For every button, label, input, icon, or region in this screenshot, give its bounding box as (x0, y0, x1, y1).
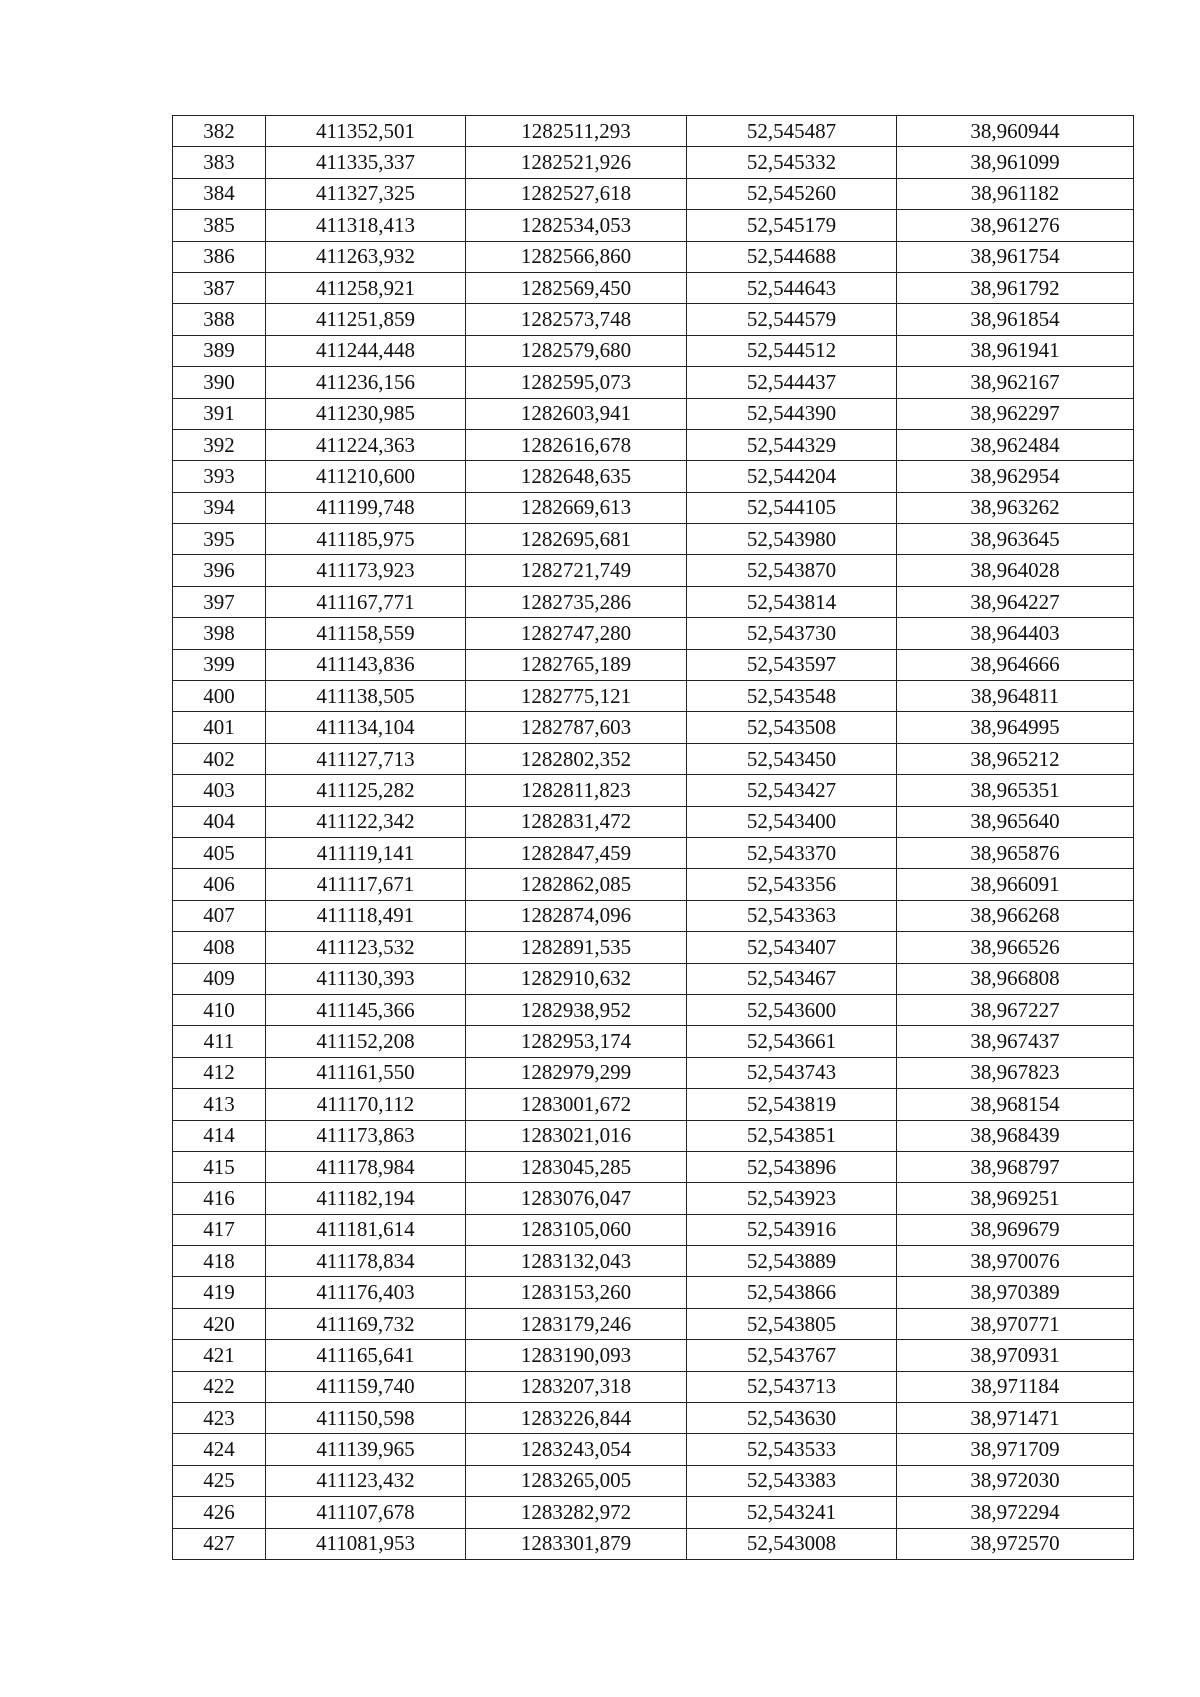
latitude-cell: 52,543597 (687, 649, 897, 680)
y-coordinate-cell: 1283282,972 (466, 1497, 687, 1528)
y-coordinate-cell: 1282695,681 (466, 524, 687, 555)
x-coordinate-cell: 411236,156 (266, 367, 466, 398)
table-row (173, 681, 1134, 712)
x-coordinate-cell: 411199,748 (266, 492, 466, 523)
longitude-cell: 38,964811 (897, 681, 1134, 712)
y-coordinate-cell: 1283265,005 (466, 1465, 687, 1496)
point-number-cell: 408 (173, 932, 266, 963)
table-row (173, 524, 1134, 555)
x-coordinate-cell: 411185,975 (266, 524, 466, 555)
x-coordinate-cell: 411178,834 (266, 1246, 466, 1277)
latitude-cell: 52,543450 (687, 743, 897, 774)
x-coordinate-cell: 411169,732 (266, 1308, 466, 1339)
longitude-cell: 38,961792 (897, 272, 1134, 303)
longitude-cell: 38,965640 (897, 806, 1134, 837)
table-row (173, 1214, 1134, 1245)
y-coordinate-cell: 1283190,093 (466, 1340, 687, 1371)
longitude-cell: 38,966091 (897, 869, 1134, 900)
coordinate-table (172, 115, 1134, 1560)
x-coordinate-cell: 411244,448 (266, 335, 466, 366)
latitude-cell: 52,543923 (687, 1183, 897, 1214)
longitude-cell: 38,962484 (897, 429, 1134, 460)
point-number-cell: 409 (173, 963, 266, 994)
longitude-cell: 38,968154 (897, 1089, 1134, 1120)
longitude-cell: 38,965212 (897, 743, 1134, 774)
latitude-cell: 52,544390 (687, 398, 897, 429)
x-coordinate-cell: 411327,325 (266, 178, 466, 209)
y-coordinate-cell: 1282616,678 (466, 429, 687, 460)
longitude-cell: 38,969679 (897, 1214, 1134, 1245)
longitude-cell: 38,970389 (897, 1277, 1134, 1308)
y-coordinate-cell: 1282775,121 (466, 681, 687, 712)
latitude-cell: 52,543241 (687, 1497, 897, 1528)
latitude-cell: 52,544437 (687, 367, 897, 398)
point-number-cell: 407 (173, 900, 266, 931)
table-row (173, 1403, 1134, 1434)
x-coordinate-cell: 411138,505 (266, 681, 466, 712)
longitude-cell: 38,966526 (897, 932, 1134, 963)
longitude-cell: 38,961754 (897, 241, 1134, 272)
latitude-cell: 52,544688 (687, 241, 897, 272)
table-row (173, 1120, 1134, 1151)
latitude-cell: 52,543980 (687, 524, 897, 555)
latitude-cell: 52,543805 (687, 1308, 897, 1339)
x-coordinate-cell: 411119,141 (266, 837, 466, 868)
longitude-cell: 38,971184 (897, 1371, 1134, 1402)
point-number-cell: 406 (173, 869, 266, 900)
latitude-cell: 52,543370 (687, 837, 897, 868)
latitude-cell: 52,543819 (687, 1089, 897, 1120)
latitude-cell: 52,545179 (687, 210, 897, 241)
x-coordinate-cell: 411318,413 (266, 210, 466, 241)
coordinate-table-body (173, 116, 1134, 1560)
latitude-cell: 52,543630 (687, 1403, 897, 1434)
y-coordinate-cell: 1283076,047 (466, 1183, 687, 1214)
table-row (173, 429, 1134, 460)
x-coordinate-cell: 411167,771 (266, 586, 466, 617)
point-number-cell: 427 (173, 1528, 266, 1559)
x-coordinate-cell: 411107,678 (266, 1497, 466, 1528)
point-number-cell: 394 (173, 492, 266, 523)
x-coordinate-cell: 411118,491 (266, 900, 466, 931)
latitude-cell: 52,543866 (687, 1277, 897, 1308)
table-row (173, 241, 1134, 272)
latitude-cell: 52,544329 (687, 429, 897, 460)
x-coordinate-cell: 411117,671 (266, 869, 466, 900)
point-number-cell: 421 (173, 1340, 266, 1371)
latitude-cell: 52,543916 (687, 1214, 897, 1245)
latitude-cell: 52,543851 (687, 1120, 897, 1151)
table-row (173, 398, 1134, 429)
y-coordinate-cell: 1282669,613 (466, 492, 687, 523)
latitude-cell: 52,543870 (687, 555, 897, 586)
table-row (173, 1371, 1134, 1402)
x-coordinate-cell: 411122,342 (266, 806, 466, 837)
longitude-cell: 38,969251 (897, 1183, 1134, 1214)
y-coordinate-cell: 1283301,879 (466, 1528, 687, 1559)
longitude-cell: 38,967227 (897, 994, 1134, 1025)
table-row (173, 1434, 1134, 1465)
y-coordinate-cell: 1282566,860 (466, 241, 687, 272)
latitude-cell: 52,544204 (687, 461, 897, 492)
point-number-cell: 388 (173, 304, 266, 335)
table-row (173, 837, 1134, 868)
longitude-cell: 38,961854 (897, 304, 1134, 335)
table-row (173, 1497, 1134, 1528)
point-number-cell: 401 (173, 712, 266, 743)
point-number-cell: 383 (173, 147, 266, 178)
point-number-cell: 399 (173, 649, 266, 680)
table-row (173, 1340, 1134, 1371)
longitude-cell: 38,972570 (897, 1528, 1134, 1559)
longitude-cell: 38,966268 (897, 900, 1134, 931)
longitude-cell: 38,964666 (897, 649, 1134, 680)
table-row (173, 869, 1134, 900)
latitude-cell: 52,543814 (687, 586, 897, 617)
x-coordinate-cell: 411150,598 (266, 1403, 466, 1434)
table-row (173, 932, 1134, 963)
y-coordinate-cell: 1282979,299 (466, 1057, 687, 1088)
latitude-cell: 52,544579 (687, 304, 897, 335)
x-coordinate-cell: 411178,984 (266, 1151, 466, 1182)
point-number-cell: 396 (173, 555, 266, 586)
latitude-cell: 52,543767 (687, 1340, 897, 1371)
y-coordinate-cell: 1282811,823 (466, 775, 687, 806)
y-coordinate-cell: 1282874,096 (466, 900, 687, 931)
latitude-cell: 52,543508 (687, 712, 897, 743)
x-coordinate-cell: 411134,104 (266, 712, 466, 743)
y-coordinate-cell: 1283021,016 (466, 1120, 687, 1151)
point-number-cell: 405 (173, 837, 266, 868)
latitude-cell: 52,544512 (687, 335, 897, 366)
point-number-cell: 416 (173, 1183, 266, 1214)
longitude-cell: 38,964995 (897, 712, 1134, 743)
table-row (173, 900, 1134, 931)
y-coordinate-cell: 1282953,174 (466, 1026, 687, 1057)
table-row (173, 618, 1134, 649)
x-coordinate-cell: 411173,923 (266, 555, 466, 586)
longitude-cell: 38,970931 (897, 1340, 1134, 1371)
table-row (173, 1246, 1134, 1277)
table-row (173, 178, 1134, 209)
latitude-cell: 52,543400 (687, 806, 897, 837)
latitude-cell: 52,545487 (687, 116, 897, 147)
y-coordinate-cell: 1282573,748 (466, 304, 687, 335)
latitude-cell: 52,544105 (687, 492, 897, 523)
latitude-cell: 52,543713 (687, 1371, 897, 1402)
point-number-cell: 390 (173, 367, 266, 398)
y-coordinate-cell: 1283153,260 (466, 1277, 687, 1308)
x-coordinate-cell: 411127,713 (266, 743, 466, 774)
x-coordinate-cell: 411165,641 (266, 1340, 466, 1371)
table-row (173, 210, 1134, 241)
point-number-cell: 410 (173, 994, 266, 1025)
table-row (173, 994, 1134, 1025)
y-coordinate-cell: 1282891,535 (466, 932, 687, 963)
point-number-cell: 419 (173, 1277, 266, 1308)
y-coordinate-cell: 1282735,286 (466, 586, 687, 617)
x-coordinate-cell: 411352,501 (266, 116, 466, 147)
table-row (173, 1183, 1134, 1214)
table-row (173, 1277, 1134, 1308)
y-coordinate-cell: 1282721,749 (466, 555, 687, 586)
point-number-cell: 414 (173, 1120, 266, 1151)
table-row (173, 1465, 1134, 1496)
y-coordinate-cell: 1282765,189 (466, 649, 687, 680)
table-row (173, 649, 1134, 680)
point-number-cell: 404 (173, 806, 266, 837)
point-number-cell: 423 (173, 1403, 266, 1434)
x-coordinate-cell: 411125,282 (266, 775, 466, 806)
point-number-cell: 425 (173, 1465, 266, 1496)
x-coordinate-cell: 411123,432 (266, 1465, 466, 1496)
point-number-cell: 400 (173, 681, 266, 712)
latitude-cell: 52,545332 (687, 147, 897, 178)
longitude-cell: 38,967823 (897, 1057, 1134, 1088)
y-coordinate-cell: 1283001,672 (466, 1089, 687, 1120)
longitude-cell: 38,970076 (897, 1246, 1134, 1277)
latitude-cell: 52,543363 (687, 900, 897, 931)
y-coordinate-cell: 1282747,280 (466, 618, 687, 649)
longitude-cell: 38,962167 (897, 367, 1134, 398)
y-coordinate-cell: 1282603,941 (466, 398, 687, 429)
point-number-cell: 420 (173, 1308, 266, 1339)
table-row (173, 586, 1134, 617)
x-coordinate-cell: 411182,194 (266, 1183, 466, 1214)
x-coordinate-cell: 411230,985 (266, 398, 466, 429)
table-row (173, 712, 1134, 743)
longitude-cell: 38,968439 (897, 1120, 1134, 1151)
table-row (173, 555, 1134, 586)
x-coordinate-cell: 411139,965 (266, 1434, 466, 1465)
table-row (173, 743, 1134, 774)
longitude-cell: 38,961099 (897, 147, 1134, 178)
longitude-cell: 38,964403 (897, 618, 1134, 649)
x-coordinate-cell: 411130,393 (266, 963, 466, 994)
longitude-cell: 38,968797 (897, 1151, 1134, 1182)
longitude-cell: 38,964028 (897, 555, 1134, 586)
y-coordinate-cell: 1282521,926 (466, 147, 687, 178)
point-number-cell: 384 (173, 178, 266, 209)
latitude-cell: 52,543383 (687, 1465, 897, 1496)
point-number-cell: 382 (173, 116, 266, 147)
y-coordinate-cell: 1283179,246 (466, 1308, 687, 1339)
x-coordinate-cell: 411258,921 (266, 272, 466, 303)
longitude-cell: 38,966808 (897, 963, 1134, 994)
y-coordinate-cell: 1282831,472 (466, 806, 687, 837)
y-coordinate-cell: 1282569,450 (466, 272, 687, 303)
latitude-cell: 52,543407 (687, 932, 897, 963)
longitude-cell: 38,961182 (897, 178, 1134, 209)
table-row (173, 1528, 1134, 1559)
point-number-cell: 417 (173, 1214, 266, 1245)
point-number-cell: 392 (173, 429, 266, 460)
longitude-cell: 38,972294 (897, 1497, 1134, 1528)
y-coordinate-cell: 1282511,293 (466, 116, 687, 147)
y-coordinate-cell: 1283105,060 (466, 1214, 687, 1245)
point-number-cell: 385 (173, 210, 266, 241)
longitude-cell: 38,965876 (897, 837, 1134, 868)
latitude-cell: 52,545260 (687, 178, 897, 209)
longitude-cell: 38,961941 (897, 335, 1134, 366)
longitude-cell: 38,962297 (897, 398, 1134, 429)
longitude-cell: 38,967437 (897, 1026, 1134, 1057)
table-row (173, 806, 1134, 837)
point-number-cell: 393 (173, 461, 266, 492)
latitude-cell: 52,544643 (687, 272, 897, 303)
longitude-cell: 38,963645 (897, 524, 1134, 555)
point-number-cell: 411 (173, 1026, 266, 1057)
latitude-cell: 52,543661 (687, 1026, 897, 1057)
x-coordinate-cell: 411159,740 (266, 1371, 466, 1402)
latitude-cell: 52,543008 (687, 1528, 897, 1559)
latitude-cell: 52,543730 (687, 618, 897, 649)
longitude-cell: 38,965351 (897, 775, 1134, 806)
table-row (173, 116, 1134, 147)
y-coordinate-cell: 1282648,635 (466, 461, 687, 492)
table-row (173, 335, 1134, 366)
x-coordinate-cell: 411161,550 (266, 1057, 466, 1088)
point-number-cell: 422 (173, 1371, 266, 1402)
x-coordinate-cell: 411170,112 (266, 1089, 466, 1120)
longitude-cell: 38,964227 (897, 586, 1134, 617)
longitude-cell: 38,971709 (897, 1434, 1134, 1465)
longitude-cell: 38,971471 (897, 1403, 1134, 1434)
x-coordinate-cell: 411152,208 (266, 1026, 466, 1057)
latitude-cell: 52,543356 (687, 869, 897, 900)
latitude-cell: 52,543889 (687, 1246, 897, 1277)
point-number-cell: 415 (173, 1151, 266, 1182)
y-coordinate-cell: 1283226,844 (466, 1403, 687, 1434)
latitude-cell: 52,543548 (687, 681, 897, 712)
longitude-cell: 38,960944 (897, 116, 1134, 147)
x-coordinate-cell: 411251,859 (266, 304, 466, 335)
y-coordinate-cell: 1282938,952 (466, 994, 687, 1025)
x-coordinate-cell: 411181,614 (266, 1214, 466, 1245)
x-coordinate-cell: 411081,953 (266, 1528, 466, 1559)
point-number-cell: 413 (173, 1089, 266, 1120)
latitude-cell: 52,543467 (687, 963, 897, 994)
point-number-cell: 398 (173, 618, 266, 649)
latitude-cell: 52,543600 (687, 994, 897, 1025)
y-coordinate-cell: 1282910,632 (466, 963, 687, 994)
table-row (173, 963, 1134, 994)
table-row (173, 1026, 1134, 1057)
x-coordinate-cell: 411335,337 (266, 147, 466, 178)
point-number-cell: 395 (173, 524, 266, 555)
longitude-cell: 38,972030 (897, 1465, 1134, 1496)
y-coordinate-cell: 1283243,054 (466, 1434, 687, 1465)
table-row (173, 1151, 1134, 1182)
point-number-cell: 389 (173, 335, 266, 366)
point-number-cell: 386 (173, 241, 266, 272)
x-coordinate-cell: 411224,363 (266, 429, 466, 460)
longitude-cell: 38,970771 (897, 1308, 1134, 1339)
latitude-cell: 52,543427 (687, 775, 897, 806)
y-coordinate-cell: 1282847,459 (466, 837, 687, 868)
point-number-cell: 402 (173, 743, 266, 774)
y-coordinate-cell: 1282534,053 (466, 210, 687, 241)
table-row (173, 492, 1134, 523)
y-coordinate-cell: 1283045,285 (466, 1151, 687, 1182)
point-number-cell: 397 (173, 586, 266, 617)
point-number-cell: 403 (173, 775, 266, 806)
point-number-cell: 418 (173, 1246, 266, 1277)
x-coordinate-cell: 411263,932 (266, 241, 466, 272)
x-coordinate-cell: 411145,366 (266, 994, 466, 1025)
x-coordinate-cell: 411123,532 (266, 932, 466, 963)
y-coordinate-cell: 1283207,318 (466, 1371, 687, 1402)
latitude-cell: 52,543743 (687, 1057, 897, 1088)
x-coordinate-cell: 411158,559 (266, 618, 466, 649)
y-coordinate-cell: 1283132,043 (466, 1246, 687, 1277)
point-number-cell: 424 (173, 1434, 266, 1465)
y-coordinate-cell: 1282579,680 (466, 335, 687, 366)
y-coordinate-cell: 1282787,603 (466, 712, 687, 743)
point-number-cell: 412 (173, 1057, 266, 1088)
y-coordinate-cell: 1282802,352 (466, 743, 687, 774)
table-row (173, 461, 1134, 492)
table-row (173, 1057, 1134, 1088)
point-number-cell: 426 (173, 1497, 266, 1528)
y-coordinate-cell: 1282595,073 (466, 367, 687, 398)
y-coordinate-cell: 1282862,085 (466, 869, 687, 900)
table-row (173, 147, 1134, 178)
point-number-cell: 387 (173, 272, 266, 303)
x-coordinate-cell: 411176,403 (266, 1277, 466, 1308)
table-row (173, 1308, 1134, 1339)
longitude-cell: 38,961276 (897, 210, 1134, 241)
table-row (173, 775, 1134, 806)
latitude-cell: 52,543533 (687, 1434, 897, 1465)
longitude-cell: 38,962954 (897, 461, 1134, 492)
x-coordinate-cell: 411143,836 (266, 649, 466, 680)
longitude-cell: 38,963262 (897, 492, 1134, 523)
table-row (173, 367, 1134, 398)
table-row (173, 272, 1134, 303)
point-number-cell: 391 (173, 398, 266, 429)
x-coordinate-cell: 411210,600 (266, 461, 466, 492)
latitude-cell: 52,543896 (687, 1151, 897, 1182)
table-row (173, 1089, 1134, 1120)
table-row (173, 304, 1134, 335)
x-coordinate-cell: 411173,863 (266, 1120, 466, 1151)
y-coordinate-cell: 1282527,618 (466, 178, 687, 209)
